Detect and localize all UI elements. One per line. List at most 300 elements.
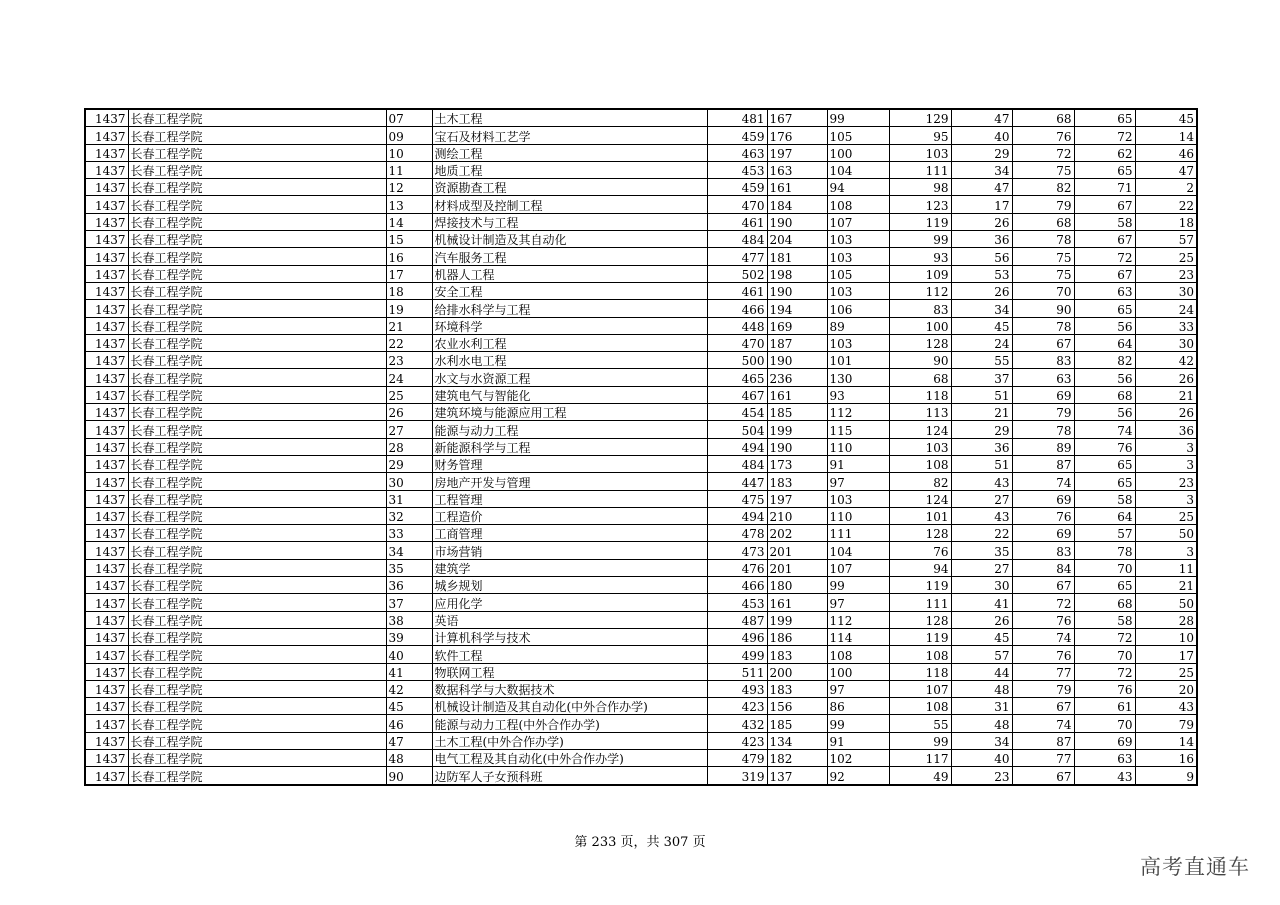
table-cell: 173 bbox=[767, 455, 827, 472]
table-cell: 1437 bbox=[85, 628, 128, 645]
table-cell: 31 bbox=[386, 490, 432, 507]
table-cell: 能源与动力工程(中外合作办学) bbox=[432, 715, 707, 732]
table-cell: 65 bbox=[1074, 455, 1135, 472]
table-cell: 26 bbox=[951, 282, 1012, 299]
table-cell: 1437 bbox=[85, 507, 128, 524]
score-table bbox=[84, 108, 1198, 786]
table-cell: 1437 bbox=[85, 663, 128, 680]
table-cell: 长春工程学院 bbox=[128, 542, 386, 559]
table-cell: 长春工程学院 bbox=[128, 438, 386, 455]
table-cell: 99 bbox=[827, 577, 889, 594]
table-cell: 103 bbox=[889, 144, 951, 161]
table-cell: 156 bbox=[767, 698, 827, 715]
table-cell: 34 bbox=[951, 732, 1012, 749]
table-cell: 长春工程学院 bbox=[128, 473, 386, 490]
table-cell: 119 bbox=[889, 628, 951, 645]
table-cell: 长春工程学院 bbox=[128, 109, 386, 127]
table-cell: 186 bbox=[767, 628, 827, 645]
table-cell: 1437 bbox=[85, 698, 128, 715]
table-cell: 1437 bbox=[85, 231, 128, 248]
table-cell: 167 bbox=[767, 109, 827, 127]
table-cell: 1437 bbox=[85, 282, 128, 299]
table-cell: 1437 bbox=[85, 611, 128, 628]
table-row bbox=[85, 369, 1197, 386]
table-row bbox=[85, 628, 1197, 645]
table-cell: 机器人工程 bbox=[432, 265, 707, 282]
table-cell: 1437 bbox=[85, 179, 128, 196]
table-cell: 长春工程学院 bbox=[128, 490, 386, 507]
table-cell: 农业水利工程 bbox=[432, 334, 707, 351]
table-cell: 194 bbox=[767, 300, 827, 317]
table-row bbox=[85, 317, 1197, 334]
table-cell: 47 bbox=[951, 109, 1012, 127]
table-row bbox=[85, 455, 1197, 472]
table-cell: 91 bbox=[827, 732, 889, 749]
table-cell: 长春工程学院 bbox=[128, 352, 386, 369]
table-cell: 187 bbox=[767, 334, 827, 351]
table-row bbox=[85, 300, 1197, 317]
table-cell: 长春工程学院 bbox=[128, 196, 386, 213]
table-cell: 104 bbox=[827, 161, 889, 178]
table-cell: 70 bbox=[1012, 282, 1074, 299]
table-cell: 107 bbox=[889, 680, 951, 697]
table-cell: 29 bbox=[951, 421, 1012, 438]
table-cell: 50 bbox=[1135, 594, 1197, 611]
table-cell: 63 bbox=[1074, 749, 1135, 766]
table-cell: 65 bbox=[1074, 161, 1135, 178]
table-cell: 1437 bbox=[85, 680, 128, 697]
table-cell: 22 bbox=[386, 334, 432, 351]
table-cell: 466 bbox=[707, 577, 767, 594]
table-cell: 111 bbox=[889, 594, 951, 611]
table-cell: 493 bbox=[707, 680, 767, 697]
table-cell: 190 bbox=[767, 213, 827, 230]
table-cell: 土木工程 bbox=[432, 109, 707, 127]
table-cell: 长春工程学院 bbox=[128, 628, 386, 645]
table-cell: 软件工程 bbox=[432, 646, 707, 663]
table-cell: 33 bbox=[1135, 317, 1197, 334]
table-row bbox=[85, 559, 1197, 576]
table-cell: 市场营销 bbox=[432, 542, 707, 559]
table-cell: 41 bbox=[951, 594, 1012, 611]
table-cell: 长春工程学院 bbox=[128, 213, 386, 230]
table-cell: 185 bbox=[767, 404, 827, 421]
table-cell: 长春工程学院 bbox=[128, 144, 386, 161]
table-cell: 82 bbox=[1012, 179, 1074, 196]
table-cell: 1437 bbox=[85, 334, 128, 351]
table-cell: 79 bbox=[1012, 404, 1074, 421]
table-cell: 长春工程学院 bbox=[128, 715, 386, 732]
table-cell: 建筑电气与智能化 bbox=[432, 386, 707, 403]
table-cell: 113 bbox=[889, 404, 951, 421]
table-cell: 64 bbox=[1074, 334, 1135, 351]
table-row bbox=[85, 127, 1197, 144]
table-cell: 1437 bbox=[85, 473, 128, 490]
table-row bbox=[85, 265, 1197, 282]
table-cell: 27 bbox=[386, 421, 432, 438]
table-cell: 128 bbox=[889, 334, 951, 351]
table-row bbox=[85, 490, 1197, 507]
table-cell: 23 bbox=[1135, 265, 1197, 282]
table-row bbox=[85, 438, 1197, 455]
table-cell: 79 bbox=[1012, 680, 1074, 697]
table-cell: 68 bbox=[1074, 386, 1135, 403]
table-cell: 长春工程学院 bbox=[128, 577, 386, 594]
table-cell: 22 bbox=[951, 525, 1012, 542]
table-cell: 36 bbox=[1135, 421, 1197, 438]
table-row bbox=[85, 109, 1197, 127]
table-cell: 宝石及材料工艺学 bbox=[432, 127, 707, 144]
table-cell: 106 bbox=[827, 300, 889, 317]
table-cell: 103 bbox=[827, 334, 889, 351]
table-cell: 185 bbox=[767, 715, 827, 732]
table-cell: 90 bbox=[386, 767, 432, 785]
table-cell: 测绘工程 bbox=[432, 144, 707, 161]
table-cell: 67 bbox=[1012, 334, 1074, 351]
table-cell: 199 bbox=[767, 421, 827, 438]
table-cell: 494 bbox=[707, 507, 767, 524]
table-cell: 长春工程学院 bbox=[128, 179, 386, 196]
table-cell: 17 bbox=[386, 265, 432, 282]
table-cell: 87 bbox=[1012, 455, 1074, 472]
table-cell: 100 bbox=[827, 144, 889, 161]
table-cell: 1437 bbox=[85, 577, 128, 594]
table-cell: 67 bbox=[1074, 265, 1135, 282]
table-cell: 水利水电工程 bbox=[432, 352, 707, 369]
table-cell: 长春工程学院 bbox=[128, 680, 386, 697]
table-cell: 26 bbox=[1135, 369, 1197, 386]
table-cell: 108 bbox=[827, 196, 889, 213]
table-cell: 物联网工程 bbox=[432, 663, 707, 680]
table-cell: 22 bbox=[1135, 196, 1197, 213]
table-cell: 24 bbox=[951, 334, 1012, 351]
table-cell: 长春工程学院 bbox=[128, 369, 386, 386]
table-cell: 48 bbox=[951, 680, 1012, 697]
table-cell: 45 bbox=[951, 317, 1012, 334]
table-cell: 104 bbox=[827, 542, 889, 559]
table-cell: 1437 bbox=[85, 715, 128, 732]
table-cell: 75 bbox=[1012, 265, 1074, 282]
table-cell: 55 bbox=[889, 715, 951, 732]
table-cell: 129 bbox=[889, 109, 951, 127]
table-cell: 26 bbox=[951, 611, 1012, 628]
table-cell: 建筑环境与能源应用工程 bbox=[432, 404, 707, 421]
table-cell: 35 bbox=[951, 542, 1012, 559]
table-cell: 114 bbox=[827, 628, 889, 645]
table-cell: 长春工程学院 bbox=[128, 334, 386, 351]
table-cell: 118 bbox=[889, 386, 951, 403]
table-cell: 1437 bbox=[85, 490, 128, 507]
table-cell: 16 bbox=[386, 248, 432, 265]
table-cell: 75 bbox=[1012, 161, 1074, 178]
table-cell: 长春工程学院 bbox=[128, 594, 386, 611]
table-cell: 83 bbox=[1012, 542, 1074, 559]
table-cell: 67 bbox=[1074, 231, 1135, 248]
table-cell: 37 bbox=[951, 369, 1012, 386]
table-cell: 190 bbox=[767, 282, 827, 299]
table-cell: 181 bbox=[767, 248, 827, 265]
table-cell: 长春工程学院 bbox=[128, 248, 386, 265]
table-cell: 1437 bbox=[85, 248, 128, 265]
table-cell: 47 bbox=[951, 179, 1012, 196]
table-cell: 76 bbox=[1012, 611, 1074, 628]
table-cell: 43 bbox=[1135, 698, 1197, 715]
table-cell: 423 bbox=[707, 698, 767, 715]
table-cell: 461 bbox=[707, 282, 767, 299]
table-cell: 1437 bbox=[85, 196, 128, 213]
table-cell: 17 bbox=[951, 196, 1012, 213]
table-cell: 496 bbox=[707, 628, 767, 645]
table-cell: 103 bbox=[889, 438, 951, 455]
table-cell: 34 bbox=[951, 161, 1012, 178]
table-row bbox=[85, 577, 1197, 594]
table-cell: 长春工程学院 bbox=[128, 404, 386, 421]
table-cell: 23 bbox=[951, 767, 1012, 785]
table-cell: 工程管理 bbox=[432, 490, 707, 507]
table-cell: 英语 bbox=[432, 611, 707, 628]
table-cell: 1437 bbox=[85, 559, 128, 576]
table-cell: 电气工程及其自动化(中外合作办学) bbox=[432, 749, 707, 766]
table-cell: 481 bbox=[707, 109, 767, 127]
table-cell: 102 bbox=[827, 749, 889, 766]
table-cell: 511 bbox=[707, 663, 767, 680]
table-cell: 46 bbox=[386, 715, 432, 732]
table-cell: 15 bbox=[386, 231, 432, 248]
table-row bbox=[85, 386, 1197, 403]
table-cell: 190 bbox=[767, 438, 827, 455]
table-cell: 72 bbox=[1074, 248, 1135, 265]
table-row bbox=[85, 749, 1197, 766]
table-cell: 453 bbox=[707, 161, 767, 178]
table-cell: 71 bbox=[1074, 179, 1135, 196]
table-row bbox=[85, 144, 1197, 161]
table-cell: 30 bbox=[1135, 334, 1197, 351]
table-cell: 长春工程学院 bbox=[128, 421, 386, 438]
page-footer: 第 233 页，共 307 页 bbox=[574, 835, 706, 850]
table-cell: 78 bbox=[1074, 542, 1135, 559]
table-cell: 21 bbox=[1135, 577, 1197, 594]
table-cell: 183 bbox=[767, 646, 827, 663]
table-cell: 13 bbox=[386, 196, 432, 213]
table-cell: 18 bbox=[1135, 213, 1197, 230]
table-cell: 89 bbox=[1012, 438, 1074, 455]
table-cell: 长春工程学院 bbox=[128, 265, 386, 282]
table-cell: 水文与水资源工程 bbox=[432, 369, 707, 386]
table-cell: 504 bbox=[707, 421, 767, 438]
table-cell: 51 bbox=[951, 386, 1012, 403]
table-row bbox=[85, 161, 1197, 178]
table-cell: 183 bbox=[767, 473, 827, 490]
table-row bbox=[85, 179, 1197, 196]
table-cell: 40 bbox=[386, 646, 432, 663]
table-cell: 17 bbox=[1135, 646, 1197, 663]
table-cell: 499 bbox=[707, 646, 767, 663]
table-cell: 长春工程学院 bbox=[128, 663, 386, 680]
table-cell: 93 bbox=[827, 386, 889, 403]
table-cell: 焊接技术与工程 bbox=[432, 213, 707, 230]
table-cell: 83 bbox=[1012, 352, 1074, 369]
table-cell: 76 bbox=[1012, 507, 1074, 524]
table-cell: 75 bbox=[1012, 248, 1074, 265]
table-cell: 67 bbox=[1074, 196, 1135, 213]
table-cell: 447 bbox=[707, 473, 767, 490]
table-cell: 34 bbox=[386, 542, 432, 559]
table-cell: 资源勘查工程 bbox=[432, 179, 707, 196]
table-cell: 72 bbox=[1012, 594, 1074, 611]
table-cell: 89 bbox=[827, 317, 889, 334]
table-cell: 40 bbox=[951, 749, 1012, 766]
table-cell: 459 bbox=[707, 127, 767, 144]
table-cell: 07 bbox=[386, 109, 432, 127]
table-cell: 62 bbox=[1074, 144, 1135, 161]
table-cell: 机械设计制造及其自动化 bbox=[432, 231, 707, 248]
table-cell: 21 bbox=[386, 317, 432, 334]
table-cell: 56 bbox=[951, 248, 1012, 265]
table-cell: 21 bbox=[951, 404, 1012, 421]
table-cell: 10 bbox=[1135, 628, 1197, 645]
table-row bbox=[85, 594, 1197, 611]
table-cell: 74 bbox=[1012, 628, 1074, 645]
table-cell: 83 bbox=[889, 300, 951, 317]
table-cell: 128 bbox=[889, 611, 951, 628]
table-cell: 40 bbox=[951, 127, 1012, 144]
table-cell: 25 bbox=[1135, 663, 1197, 680]
table-cell: 1437 bbox=[85, 265, 128, 282]
table-cell: 36 bbox=[386, 577, 432, 594]
table-cell: 汽车服务工程 bbox=[432, 248, 707, 265]
table-cell: 128 bbox=[889, 525, 951, 542]
table-cell: 69 bbox=[1012, 490, 1074, 507]
table-cell: 161 bbox=[767, 594, 827, 611]
table-cell: 45 bbox=[386, 698, 432, 715]
table-cell: 78 bbox=[1012, 421, 1074, 438]
table-cell: 51 bbox=[951, 455, 1012, 472]
table-cell: 94 bbox=[827, 179, 889, 196]
table-cell: 119 bbox=[889, 577, 951, 594]
table-cell: 长春工程学院 bbox=[128, 767, 386, 785]
table-cell: 26 bbox=[386, 404, 432, 421]
table-row bbox=[85, 473, 1197, 490]
table-cell: 109 bbox=[889, 265, 951, 282]
table-cell: 29 bbox=[951, 144, 1012, 161]
table-cell: 长春工程学院 bbox=[128, 282, 386, 299]
table-row bbox=[85, 213, 1197, 230]
table-cell: 477 bbox=[707, 248, 767, 265]
table-cell: 1437 bbox=[85, 352, 128, 369]
table-cell: 99 bbox=[889, 732, 951, 749]
table-cell: 74 bbox=[1074, 421, 1135, 438]
table-cell: 68 bbox=[1012, 213, 1074, 230]
table-cell: 给排水科学与工程 bbox=[432, 300, 707, 317]
table-row bbox=[85, 352, 1197, 369]
table-cell: 11 bbox=[1135, 559, 1197, 576]
table-cell: 199 bbox=[767, 611, 827, 628]
table-cell: 56 bbox=[1074, 369, 1135, 386]
table-row bbox=[85, 421, 1197, 438]
table-cell: 1437 bbox=[85, 213, 128, 230]
table-cell: 107 bbox=[827, 213, 889, 230]
table-cell: 475 bbox=[707, 490, 767, 507]
table-cell: 69 bbox=[1012, 525, 1074, 542]
table-cell: 204 bbox=[767, 231, 827, 248]
table-cell: 25 bbox=[386, 386, 432, 403]
table-row bbox=[85, 196, 1197, 213]
table-cell: 319 bbox=[707, 767, 767, 785]
table-cell: 地质工程 bbox=[432, 161, 707, 178]
table-cell: 27 bbox=[951, 559, 1012, 576]
table-row bbox=[85, 248, 1197, 265]
table-cell: 101 bbox=[827, 352, 889, 369]
table-cell: 470 bbox=[707, 196, 767, 213]
table-cell: 应用化学 bbox=[432, 594, 707, 611]
table-cell: 边防军人子女预科班 bbox=[432, 767, 707, 785]
table-cell: 91 bbox=[827, 455, 889, 472]
table-cell: 56 bbox=[1074, 404, 1135, 421]
table-cell: 463 bbox=[707, 144, 767, 161]
table-cell: 92 bbox=[827, 767, 889, 785]
table-cell: 长春工程学院 bbox=[128, 507, 386, 524]
table-cell: 64 bbox=[1074, 507, 1135, 524]
table-cell: 1437 bbox=[85, 317, 128, 334]
table-cell: 25 bbox=[1135, 507, 1197, 524]
table-cell: 465 bbox=[707, 369, 767, 386]
table-cell: 69 bbox=[1012, 386, 1074, 403]
table-cell: 184 bbox=[767, 196, 827, 213]
table-cell: 城乡规划 bbox=[432, 577, 707, 594]
table-cell: 76 bbox=[889, 542, 951, 559]
table-cell: 37 bbox=[386, 594, 432, 611]
table-cell: 机械设计制造及其自动化(中外合作办学) bbox=[432, 698, 707, 715]
table-row bbox=[85, 334, 1197, 351]
table-cell: 65 bbox=[1074, 300, 1135, 317]
table-cell: 环境科学 bbox=[432, 317, 707, 334]
table-cell: 90 bbox=[1012, 300, 1074, 317]
table-cell: 70 bbox=[1074, 559, 1135, 576]
table-cell: 58 bbox=[1074, 611, 1135, 628]
table-cell: 97 bbox=[827, 473, 889, 490]
table-cell: 487 bbox=[707, 611, 767, 628]
table-cell: 118 bbox=[889, 663, 951, 680]
table-cell: 3 bbox=[1135, 542, 1197, 559]
table-cell: 长春工程学院 bbox=[128, 386, 386, 403]
table-cell: 48 bbox=[386, 749, 432, 766]
table-cell: 1437 bbox=[85, 109, 128, 127]
table-cell: 124 bbox=[889, 421, 951, 438]
table-cell: 3 bbox=[1135, 438, 1197, 455]
table-cell: 09 bbox=[386, 127, 432, 144]
table-cell: 46 bbox=[1135, 144, 1197, 161]
table-cell: 201 bbox=[767, 559, 827, 576]
table-cell: 14 bbox=[1135, 127, 1197, 144]
table-cell: 494 bbox=[707, 438, 767, 455]
table-cell: 长春工程学院 bbox=[128, 732, 386, 749]
table-row bbox=[85, 646, 1197, 663]
table-cell: 183 bbox=[767, 680, 827, 697]
table-cell: 484 bbox=[707, 455, 767, 472]
table-cell: 10 bbox=[386, 144, 432, 161]
table-cell: 79 bbox=[1012, 196, 1074, 213]
table-cell: 55 bbox=[951, 352, 1012, 369]
table-cell: 11 bbox=[386, 161, 432, 178]
table-cell: 448 bbox=[707, 317, 767, 334]
table-cell: 108 bbox=[889, 698, 951, 715]
table-cell: 198 bbox=[767, 265, 827, 282]
table-cell: 58 bbox=[1074, 490, 1135, 507]
table-cell: 63 bbox=[1012, 369, 1074, 386]
table-cell: 1437 bbox=[85, 646, 128, 663]
table-cell: 长春工程学院 bbox=[128, 698, 386, 715]
table-cell: 108 bbox=[889, 455, 951, 472]
